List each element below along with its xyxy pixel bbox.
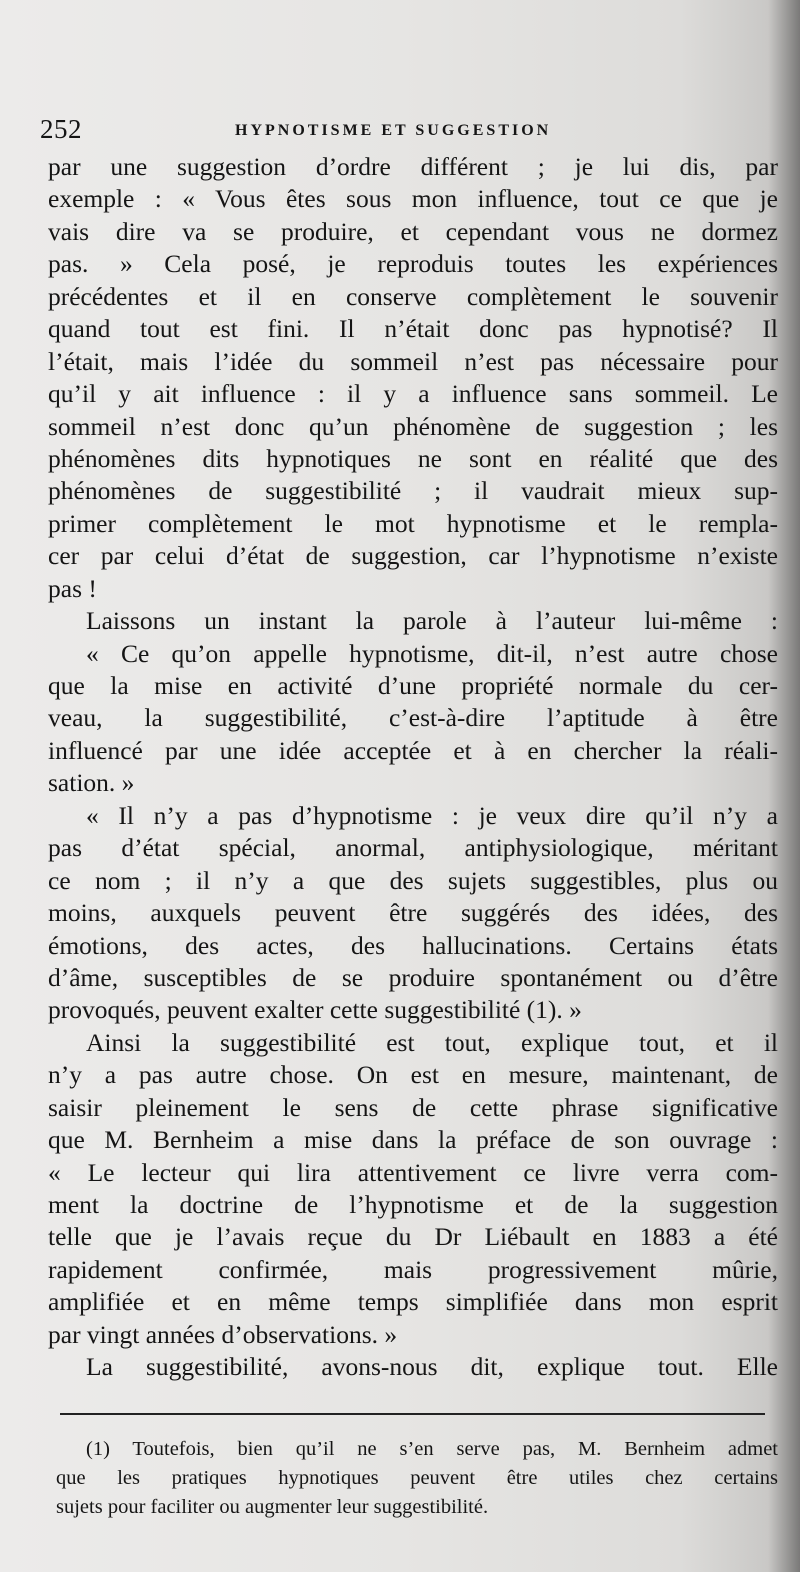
text-line: primer complètement le mot hypnotisme et le rempla-	[48, 508, 778, 538]
text-line: « Il n’y a pas d’hypnotisme : je veux dire qu’il n’y a	[86, 800, 778, 830]
text-line: amplifiée et en même temps simplifiée dans mon esprit	[48, 1287, 778, 1317]
text-line: phénomènes de suggestibilité ; il vaudrait mieux sup-	[48, 476, 778, 506]
footnotes	[56, 1435, 778, 1522]
footnote-line: que les pratiques hypnotiques peuvent être utiles chez certains	[56, 1467, 778, 1489]
text-line: qu’il y ait influence : il y a influence sans sommeil. Le	[48, 379, 778, 409]
text-line: que la mise en activité d’une propriété normale du cer-	[48, 671, 778, 700]
footnote-line: (1) Toutefois, bien qu’il ne s’en serve pas, M. Bernheim admet	[86, 1438, 778, 1460]
text-line: telle que je l’avais reçue du Dr Liébault en 1883 a été	[48, 1222, 778, 1252]
text-line: Ainsi la suggestibilité est tout, explique tout, et il	[86, 1027, 778, 1057]
text-line: pas. » Cela posé, je reproduis toutes les expériences	[48, 249, 778, 279]
text-line: par vingt années d’observations. »	[48, 1319, 398, 1349]
text-line: ment la doctrine de l’hypnotisme et de la suggestion	[48, 1190, 778, 1219]
text-line: l’était, mais l’idée du sommeil n’est pas nécessaire pour	[48, 346, 778, 376]
footnote-line: sujets pour faciliter ou augmenter leur suggestibilité.	[56, 1496, 489, 1518]
body-text	[48, 151, 778, 1384]
text-line: « Ce qu’on appelle hypnotisme, dit-il, n’est autre chose	[86, 638, 778, 668]
text-line: phénomènes dits hypnotiques ne sont en réalité que des	[48, 443, 778, 473]
text-line: d’âme, susceptibles de se produire spontanément ou d’être	[48, 962, 778, 992]
text-line: précédentes et il en conserve complètement le souvenir	[48, 281, 778, 311]
text-line: n’y a pas autre chose. On est en mesure, maintenant, de	[48, 1060, 778, 1090]
text-line: provoqués, peuvent exalter cette suggestibilité (1). »	[48, 995, 582, 1025]
text-line: émotions, des actes, des hallucinations. Certains états	[48, 930, 778, 960]
text-line: veau, la suggestibilité, c’est-à-dire l’aptitude à être	[48, 703, 778, 733]
text-line: cer par celui d’état de suggestion, car l’hypnotisme n’existe	[48, 541, 778, 571]
text-line: que M. Bernheim a mise dans la préface de son ouvrage :	[48, 1125, 778, 1155]
running-title: HYPNOTISME ET SUGGESTION	[235, 122, 552, 139]
text-line: pas d’état spécial, anormal, antiphysiologique, méritant	[48, 833, 778, 863]
text-line: quand tout est fini. Il n’était donc pas hypnotisé? Il	[48, 314, 778, 344]
text-line: pas !	[48, 573, 97, 603]
text-line: « Le lecteur qui lira attentivement ce livre verra com-	[48, 1157, 778, 1187]
text-line: moins, auxquels peuvent être suggérés des idées, des	[48, 898, 778, 928]
text-line: sation. »	[48, 768, 135, 798]
text-line: influencé par une idée acceptée et à en chercher la réali-	[48, 735, 778, 765]
text-line: Laissons un instant la parole à l’auteur lui-même :	[86, 606, 778, 636]
text-line: ce nom ; il n’y a que des sujets suggestibles, plus ou	[48, 865, 778, 895]
text-line: exemple : « Vous êtes sous mon influence, tout ce que je	[48, 184, 778, 214]
footnote-divider	[60, 1413, 765, 1415]
text-line: vais dire va se produire, et cependant vous ne dormez	[48, 216, 778, 246]
text-line: rapidement confirmée, mais progressivement mûrie,	[48, 1254, 778, 1284]
page-number: 252	[40, 114, 82, 144]
page-header	[40, 114, 780, 148]
text-line: saisir pleinement le sens de cette phrase significative	[48, 1092, 778, 1122]
text-line: La suggestibilité, avons-nous dit, explique tout. Elle	[86, 1352, 778, 1382]
text-line: sommeil n’est donc qu’un phénomène de suggestion ; les	[48, 411, 778, 441]
text-line: par une suggestion d’ordre différent ; je lui dis, par	[48, 152, 778, 181]
